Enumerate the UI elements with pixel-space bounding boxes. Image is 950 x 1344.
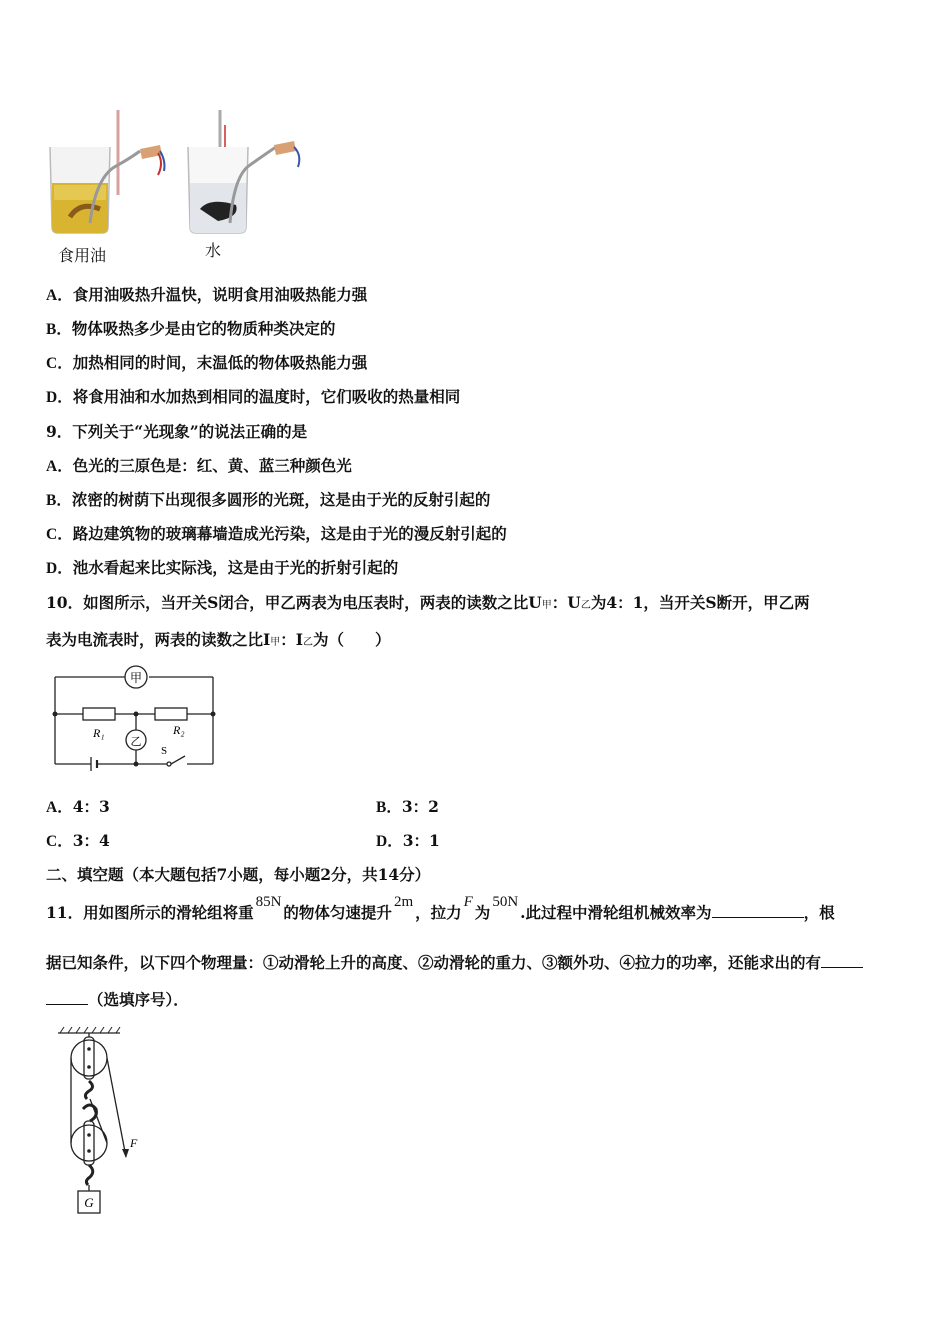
q9-option-c: C．路边建筑物的玻璃幕墙造成光污染，这是由于光的漫反射引起的 <box>46 524 507 543</box>
force-label: F <box>130 1136 138 1150</box>
resistor-r2 <box>155 708 187 720</box>
meter-jia-label: 甲 <box>129 671 143 685</box>
q10-option-a: A．4：3 <box>46 797 110 816</box>
q11-stem-line2: 据已知条件，以下四个物理量：①动滑轮上升的高度、②动滑轮的重力、③额外功、④拉力的功率，还能求出的有 <box>46 953 863 973</box>
resistor-r1 <box>83 708 115 720</box>
switch-s <box>167 762 171 766</box>
r1-label: R₁ <box>93 726 105 740</box>
q9-stem: 9．下列关于“光现象”的说法正确的是 <box>46 422 308 441</box>
r2-label: R₂ <box>173 723 185 737</box>
q11-stem-line1: 11．用如图所示的滑轮组将重85N的物体匀速提升2m，拉力F为50N.此过程中滑轮组机械效率为 ，根 <box>46 894 835 922</box>
q8-option-c: C．加热相同的时间，末温低的物体吸热能力强 <box>46 353 368 372</box>
fixed-pulley <box>71 1040 107 1076</box>
caption-oil: 食用油 <box>58 246 107 265</box>
switch-label: S <box>161 745 168 757</box>
q8-option-d: D．将食用油和水加热到相同的温度时，它们吸收的热量相同 <box>46 387 461 406</box>
q9-option-b: B．浓密的树荫下出现很多圆形的光斑，这是由于光的反射引起的 <box>46 490 491 509</box>
q10-stem-line1: 10．如图所示，当开关S闭合，甲乙两表为电压表时，两表的读数之比U甲：U乙为4：1，当开关S断开，甲乙两 <box>46 593 810 612</box>
q10-option-d: D．3：1 <box>376 831 440 850</box>
section-heading: 二、填空题（本大题包括7小题，每小题2分，共14分） <box>46 865 431 884</box>
q8-option-b: B．物体吸热多少是由它的物质种类决定的 <box>46 319 336 338</box>
water-beaker <box>188 110 299 233</box>
answer-blank-efficiency[interactable] <box>712 903 804 918</box>
oil-beaker <box>50 110 165 233</box>
load-label: G <box>84 1195 94 1210</box>
meter-yi-label: 乙 <box>130 735 142 748</box>
answer-blank-quantities-b[interactable] <box>46 990 88 1005</box>
q8-option-a: A．食用油吸热升温快，说明食用油吸热能力强 <box>46 285 368 304</box>
pulley-diagram <box>50 1025 160 1220</box>
caption-water: 水 <box>205 241 222 260</box>
answer-blank-quantities-a[interactable] <box>821 953 863 968</box>
circuit-diagram <box>45 662 225 774</box>
q11-stem-line3: （选填序号）． <box>46 990 189 1010</box>
q9-option-a: A．色光的三原色是：红、黄、蓝三种颜色光 <box>46 456 352 475</box>
q10-option-c: C．3：4 <box>46 831 110 850</box>
q9-option-d: D．池水看起来比实际浅，这是由于光的折射引起的 <box>46 558 399 577</box>
q10-stem-line2: 表为电流表时，两表的读数之比I甲：I乙为（ ） <box>46 630 391 649</box>
beaker-figure <box>40 105 310 240</box>
q10-option-b: B．3：2 <box>376 797 439 816</box>
movable-pulley <box>71 1125 107 1161</box>
